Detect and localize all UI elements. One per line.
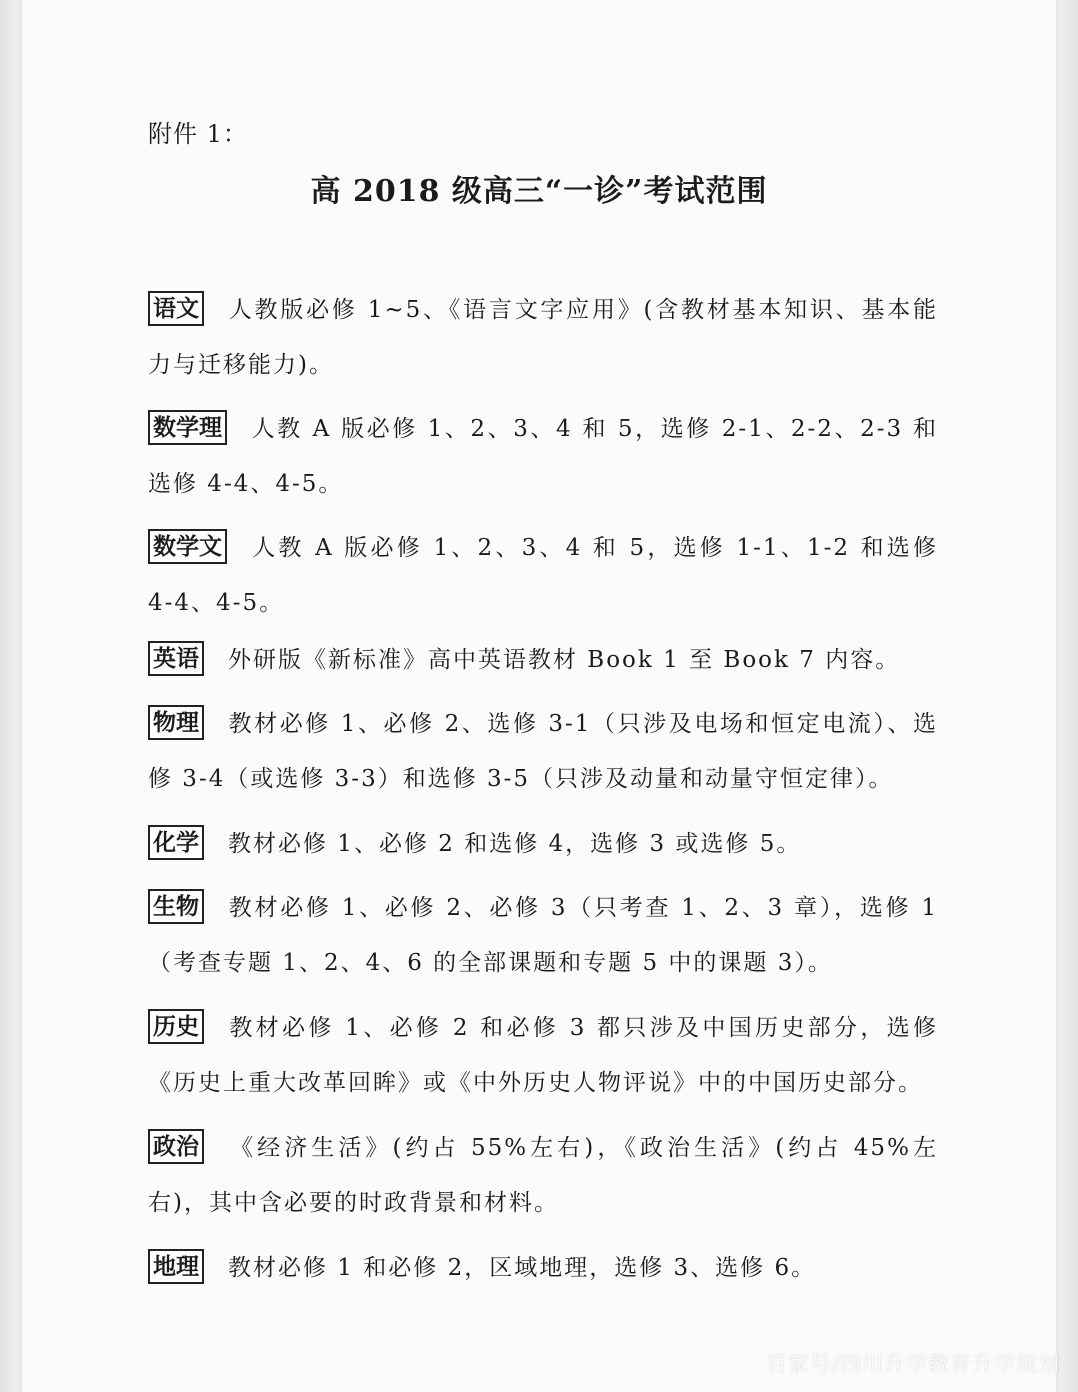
- subject-biology: [148, 881, 938, 991]
- subject-scope: 教材必修 1、必修 2 和选修 4，选修 3 或选修 5。: [228, 831, 802, 857]
- subject-history: [148, 1001, 938, 1111]
- page-title: 高 2018 级高三“一诊”考试范围: [310, 174, 768, 209]
- subject-math-arts: [148, 521, 938, 631]
- subject-label: 英语: [148, 641, 204, 676]
- subject-math-science: [148, 402, 938, 512]
- subject-label: 生物: [148, 889, 204, 924]
- watermark: 百家号/四川升学教育升学规划: [765, 1352, 1060, 1376]
- subject-label: 历史: [148, 1009, 204, 1044]
- subject-label: 物理: [148, 705, 204, 740]
- subject-politics: [148, 1121, 938, 1231]
- subject-scope: 外研版《新标准》高中英语教材 Book 1 至 Book 7 内容。: [228, 647, 901, 673]
- subject-scope: 教材必修 1、必修 2、必修 3（只考查 1、2、3 章），选修 1（考查专题 1、2、4、6 的全部课题和专题 5 中的课题 3）。: [148, 895, 938, 976]
- subject-scope: 教材必修 1 和必修 2，区域地理，选修 3、选修 6。: [228, 1255, 817, 1281]
- subject-geography: [148, 1241, 938, 1296]
- subject-scope: 人教版必修 1~5、《语言文字应用》(含教材基本知识、基本能力与迁移能力)。: [148, 297, 938, 378]
- subject-label: 政治: [148, 1129, 204, 1164]
- subject-label: 语文: [148, 291, 204, 326]
- subject-scope: 人教 A 版必修 1、2、3、4 和 5，选修 1-1、1-2 和选修 4-4、4-5。: [148, 535, 938, 616]
- subject-label: 化学: [148, 825, 204, 860]
- subject-label: 数学文: [148, 529, 227, 564]
- attachment-label: 附件 1：: [148, 120, 248, 148]
- subject-scope: 教材必修 1、必修 2 和必修 3 都只涉及中国历史部分，选修《历史上重大改革回眸》或《中外历史人物评说》中的中国历史部分。: [148, 1015, 938, 1096]
- subject-scope: 教材必修 1、必修 2、选修 3-1（只涉及电场和恒定电流）、选修 3-4（或选修 3-3）和选修 3-5（只涉及动量和动量守恒定律）。: [148, 711, 938, 792]
- subject-list: [148, 283, 938, 1305]
- subject-chinese: [148, 283, 938, 393]
- subject-scope: 人教 A 版必修 1、2、3、4 和 5，选修 2-1、2-2、2-3 和选修 4-4、4-5。: [148, 416, 938, 497]
- subject-label: 地理: [148, 1249, 204, 1284]
- subject-chemistry: [148, 817, 938, 872]
- subject-english: [148, 633, 938, 688]
- subject-physics: [148, 697, 938, 807]
- subject-label: 数学理: [148, 410, 227, 445]
- subject-scope: 《经济生活》(约占 55%左右)，《政治生活》(约占 45%左右)，其中含必要的时政背景和材料。: [148, 1135, 938, 1216]
